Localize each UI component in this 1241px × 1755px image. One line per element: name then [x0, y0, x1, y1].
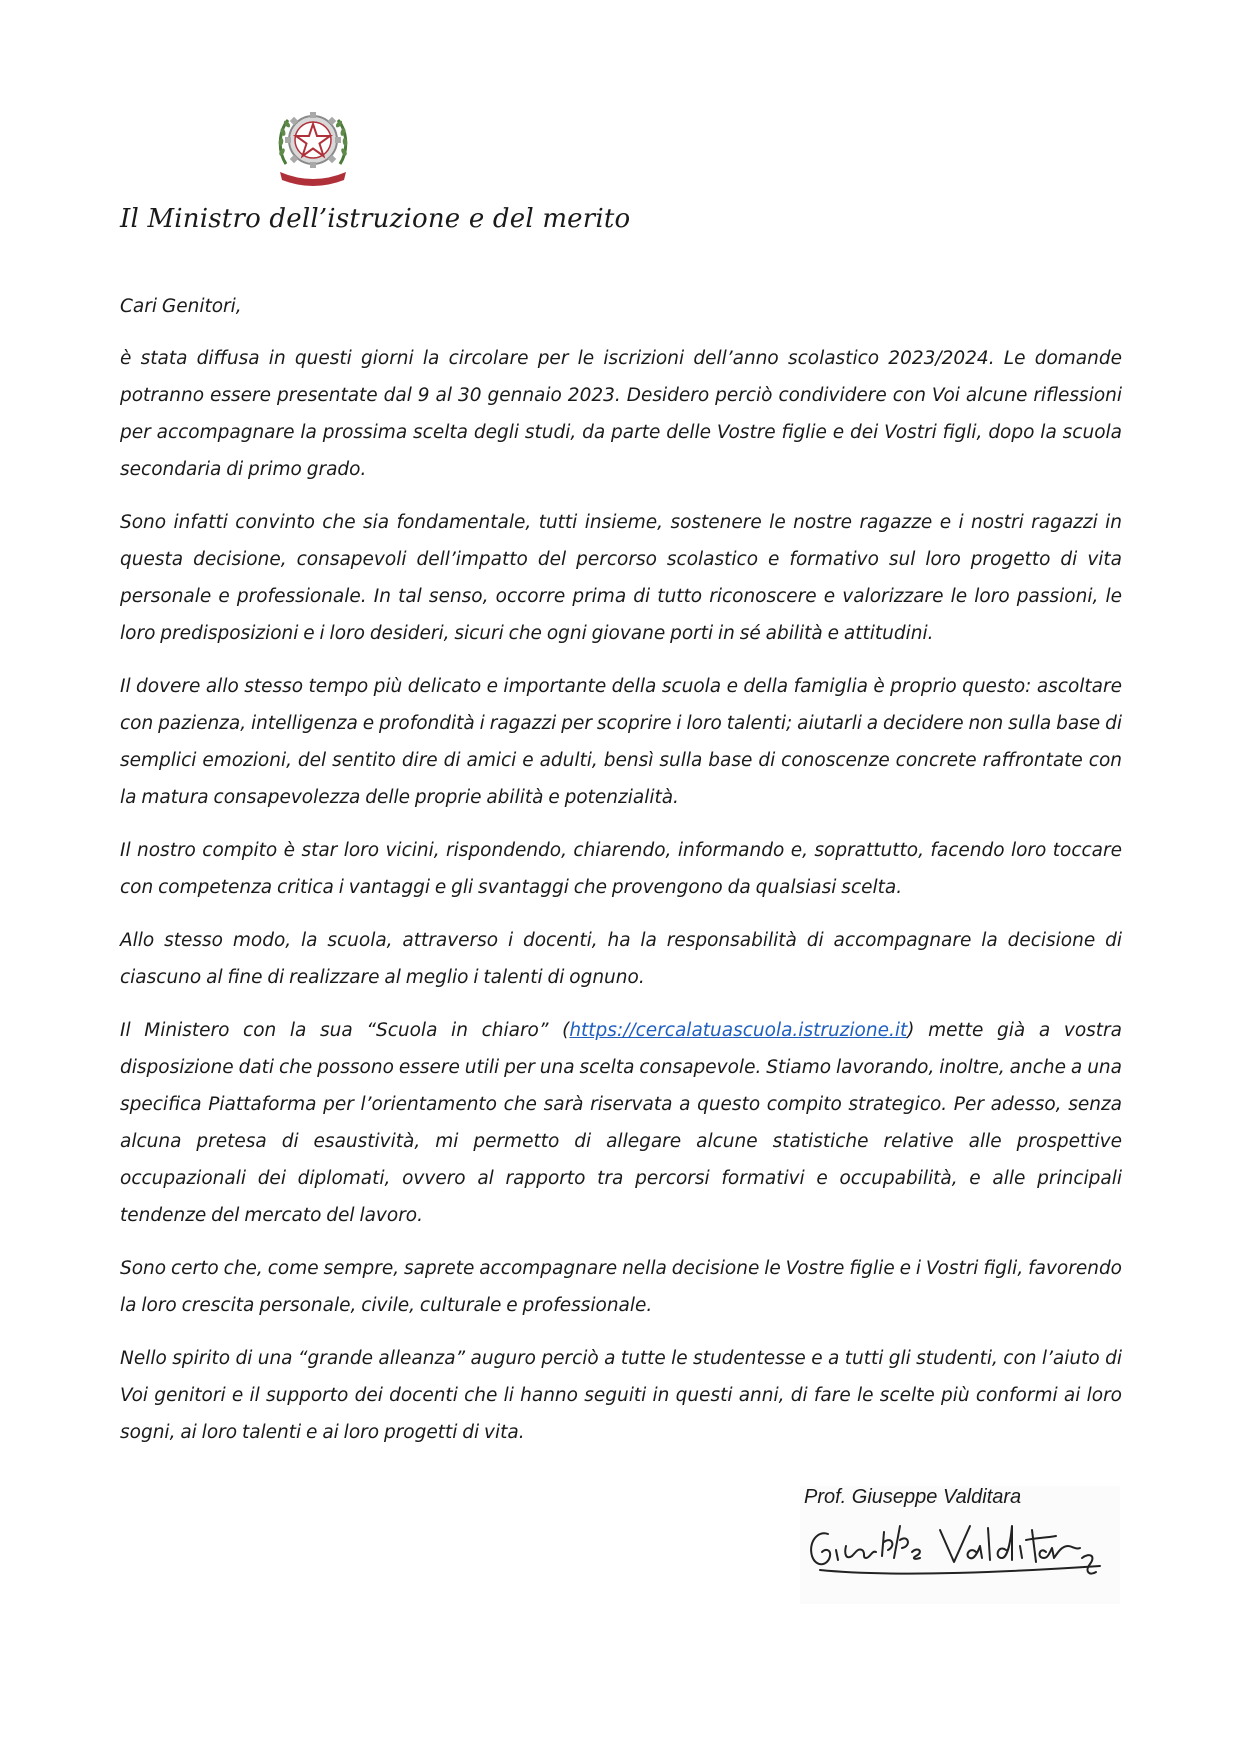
greeting: Cari Genitori,	[120, 296, 242, 317]
repubblica-italiana-emblem-icon	[272, 102, 354, 188]
page-title: Il Ministro dell’istruzione e del merito	[120, 204, 631, 234]
handwritten-signature	[800, 1512, 1120, 1602]
paragraph-7: Sono certo che, come sempre, saprete accompagnare nella decisione le Vostre figlie e i Vostri figli, favorendo la loro crescita personale, civile, culturale e professionale.	[120, 1258, 1122, 1316]
paragraph-3: Il dovere allo stesso tempo più delicato e importante della scuola e della famiglia è proprio questo: ascoltare con pazienza, intelligenza e profondità i ragazzi per scoprire i loro talenti; aiutarli a decidere non sulla base di semplici emozioni, del sentito dire di amici e adulti, bensì sulla base di conoscenze concrete raffrontate con la matura consapevolezza delle proprie abilità e potenzialità.	[120, 676, 1122, 808]
scuola-in-chiaro-link[interactable]: https://cercalatuascuola.istruzione.it	[569, 1020, 908, 1041]
letter-body	[120, 288, 1122, 1467]
paragraph-8: Nello spirito di una “grande alleanza” auguro perciò a tutte le studentesse e a tutti gli studenti, con l’aiuto di Voi genitori e il supporto dei docenti che li hanno seguiti in questi anni, di fare le scelte più conformi ai loro sogni, ai loro talenti e ai loro progetti di vita.	[120, 1348, 1122, 1443]
paragraph-2: Sono infatti convinto che sia fondamentale, tutti insieme, sostenere le nostre ragazze e i nostri ragazzi in questa decisione, consapevoli dell’impatto del percorso scolastico e formativo sul loro progetto di vita personale e professionale. In tal senso, occorre prima di tutto riconoscere e valorizzare le loro passioni, le loro predisposizioni e i loro desideri, sicuri che ogni giovane porti in sé abilità e attitudini.	[120, 512, 1122, 644]
signer-name: Prof. Giuseppe Valditara	[804, 1486, 1022, 1508]
paragraph-5: Allo stesso modo, la scuola, attraverso i docenti, ha la responsabilità di accompagnare la decisione di ciascuno al fine di realizzare al meglio i talenti di ognuno.	[120, 930, 1122, 988]
paragraph-1: è stata diffusa in questi giorni la circolare per le iscrizioni dell’anno scolastico 2023/2024. Le domande potranno essere presentate dal 9 al 30 gennaio 2023. Desidero perciò condividere con Voi alcune riflessioni per accompagnare la prossima scelta degli studi, da parte delle Vostre figlie e dei Vostri figli, dopo la scuola secondaria di primo grado.	[120, 348, 1122, 480]
paragraph-4: Il nostro compito è star loro vicini, rispondendo, chiarendo, informando e, soprattutto, facendo loro toccare con competenza critica i vantaggi e gli svantaggi che provengono da qualsiasi scelta.	[120, 840, 1122, 898]
paragraph-6-end: ) mette già a vostra disposizione dati che possono essere utili per una scelta consapevole. Stiamo lavorando, inoltre, anche a una specifica Piattaforma per l’orientamento che sarà riservata a questo compito strategico. Per adesso, senza alcuna pretesa di esaustività, mi permetto di allegare alcune statistiche relative alle prospettive occupazionali dei diplomati, ovvero al rapporto tra percorsi formativi e occupabilità, e alle principali tendenze del mercato del lavoro.	[120, 1020, 1122, 1226]
paragraph-6	[120, 1012, 1122, 1234]
signature-block	[800, 1486, 1120, 1604]
paragraph-6-start: Il Ministero con la sua “Scuola in chiaro” (	[120, 1020, 570, 1041]
